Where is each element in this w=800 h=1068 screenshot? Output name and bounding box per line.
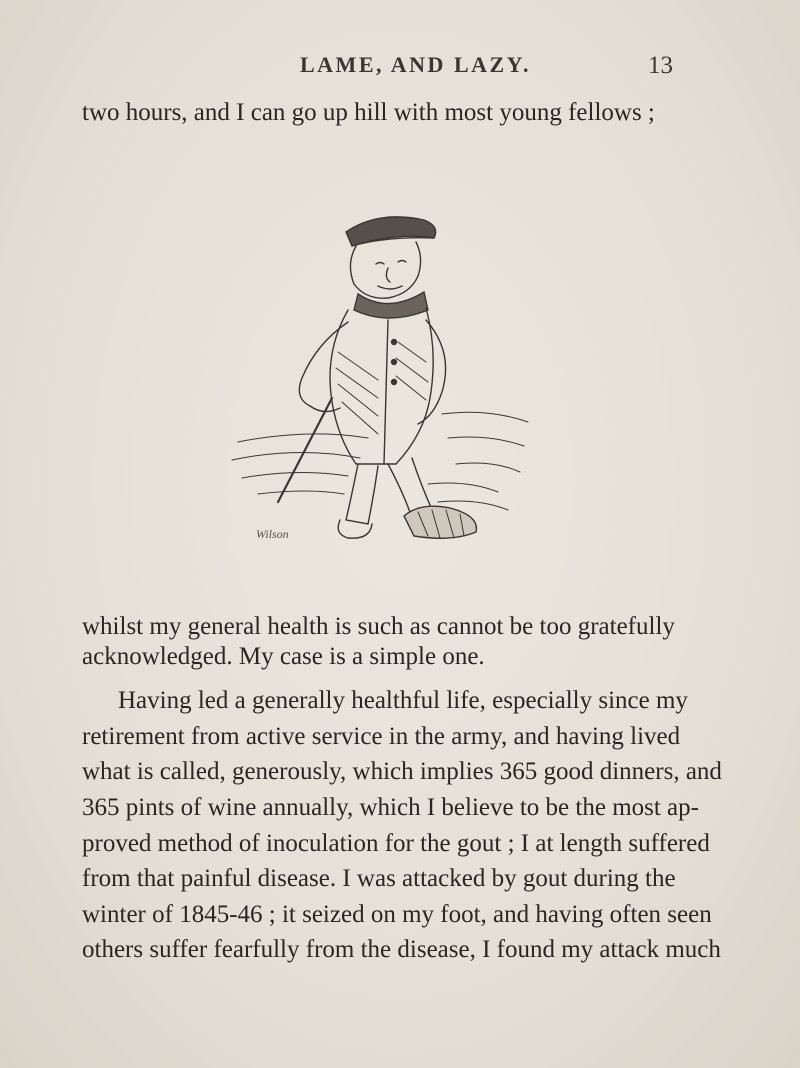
text-line: Having led a generally healthful life, especially since my [118, 687, 688, 714]
page-number: 13 [648, 52, 673, 79]
text-line: what is called, generously, which implies 365 good dinners, and [82, 758, 722, 785]
text-line: winter of 1845-46 ; it seized on my foot, and having often seen [82, 901, 712, 928]
illustration-signature: Wilson [256, 527, 289, 541]
text-line: two hours, and I can go up hill with most young fellows ; [82, 99, 655, 126]
engraving-illustration [228, 202, 538, 547]
text-line: 365 pints of wine annually, which I believe to be the most ap- [82, 794, 699, 821]
text-line: others suffer fearfully from the disease, I found my attack much [82, 936, 721, 963]
text-line: acknowledged. My case is a simple one. [82, 643, 485, 670]
text-line: retirement from active service in the army, and having lived [82, 723, 681, 750]
text-line: proved method of inoculation for the gout ; I at length suffered [82, 830, 710, 857]
text-line: from that painful disease. I was attacked by gout during the [82, 865, 676, 892]
text-line: whilst my general health is such as cannot be too gratefully [82, 613, 675, 640]
running-head: LAME, AND LAZY. [300, 52, 532, 77]
